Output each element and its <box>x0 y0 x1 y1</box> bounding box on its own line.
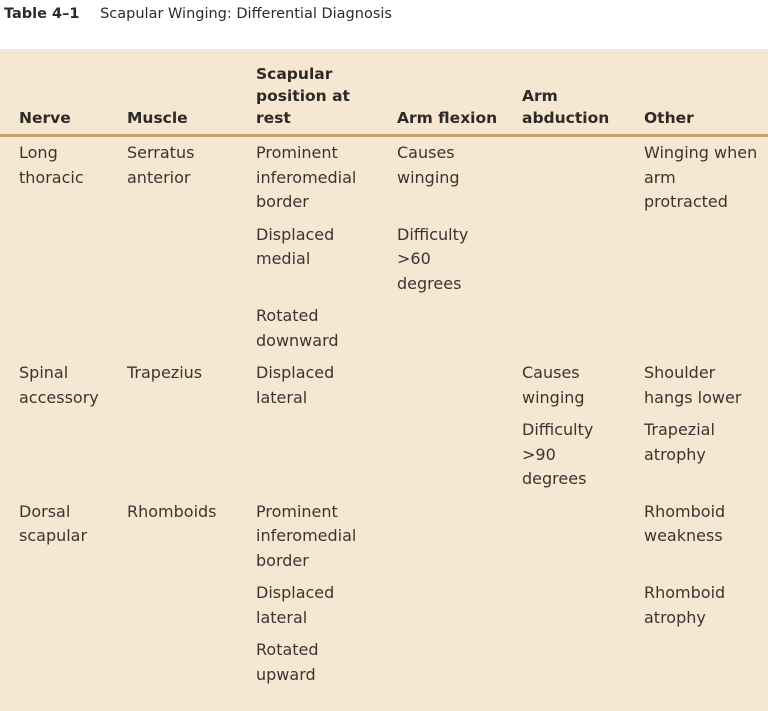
cell-arm-flexion <box>378 497 503 579</box>
cell-scapular-position: Displaced lateral <box>256 583 335 627</box>
column-header-arm-abduction: Arm abduction <box>522 87 610 127</box>
cell-muscle <box>108 635 238 692</box>
table-row <box>0 497 768 579</box>
column-header-muscle: Muscle <box>127 109 188 127</box>
cell-other <box>629 220 768 302</box>
cell-arm-flexion: Causes winging <box>397 143 460 187</box>
table-row <box>0 301 768 358</box>
diagnosis-table <box>0 49 768 692</box>
cell-other: Shoulder hangs lower <box>644 363 742 407</box>
cell-other <box>629 301 768 358</box>
cell-scapular-position: Rotated downward <box>256 306 339 350</box>
table-row <box>0 415 768 497</box>
table-panel <box>0 49 768 711</box>
cell-muscle: Rhomboids <box>127 501 217 521</box>
cell-nerve: Long thoracic <box>19 143 84 187</box>
cell-other: Rhomboid weakness <box>644 501 726 545</box>
cell-nerve <box>0 220 108 302</box>
column-header-scapular-position: Scapular position at rest <box>256 65 350 127</box>
cell-arm-flexion <box>378 578 503 635</box>
table-row <box>0 578 768 635</box>
cell-arm-flexion: Difficulty >60 degrees <box>397 224 469 293</box>
table-row <box>0 358 768 415</box>
cell-other <box>629 635 768 692</box>
cell-other: Winging when arm protracted <box>644 143 758 211</box>
table-row <box>0 635 768 692</box>
cell-arm-abduction <box>503 578 629 635</box>
cell-scapular-position: Displaced lateral <box>256 363 335 407</box>
cell-arm-abduction <box>503 220 629 302</box>
cell-scapular-position: Prominent inferomedial border <box>256 501 357 570</box>
column-header-arm-flexion: Arm flexion <box>397 109 498 127</box>
cell-muscle <box>108 220 238 302</box>
cell-scapular-position: Prominent inferomedial border <box>256 143 357 211</box>
cell-arm-flexion <box>378 635 503 692</box>
cell-muscle: Trapezius <box>127 363 203 382</box>
cell-nerve <box>0 301 108 358</box>
cell-scapular-position: Rotated upward <box>256 640 319 684</box>
table-row <box>0 136 768 220</box>
cell-arm-abduction <box>503 635 629 692</box>
cell-muscle <box>108 578 238 635</box>
cell-other: Rhomboid atrophy <box>644 583 726 627</box>
cell-muscle <box>108 415 238 497</box>
cell-nerve: Spinal accessory <box>19 363 99 407</box>
table-caption <box>4 6 392 22</box>
cell-arm-flexion <box>378 358 503 415</box>
cell-scapular-position <box>238 415 378 497</box>
cell-nerve <box>0 635 108 692</box>
column-header-other: Other <box>644 109 694 127</box>
table-title: Scapular Winging: Differential Diagnosis <box>100 6 392 22</box>
cell-arm-abduction <box>503 497 629 579</box>
cell-muscle <box>108 301 238 358</box>
cell-arm-abduction: Difficulty >90 degrees <box>522 420 594 488</box>
cell-scapular-position: Displaced medial <box>256 224 335 268</box>
cell-arm-abduction: Causes winging <box>522 363 585 407</box>
table-row <box>0 220 768 302</box>
cell-nerve <box>0 415 108 497</box>
cell-arm-flexion <box>378 301 503 358</box>
cell-arm-flexion <box>378 415 503 497</box>
cell-muscle: Serratus anterior <box>127 143 195 187</box>
cell-arm-abduction <box>503 136 629 220</box>
column-header-nerve: Nerve <box>19 109 71 127</box>
cell-nerve: Dorsal scapular <box>19 501 88 545</box>
cell-nerve <box>0 578 108 635</box>
cell-arm-abduction <box>503 301 629 358</box>
cell-other: Trapezial atrophy <box>644 420 715 464</box>
table-header-row <box>0 49 768 136</box>
table-number: Table 4–1 <box>4 6 80 22</box>
